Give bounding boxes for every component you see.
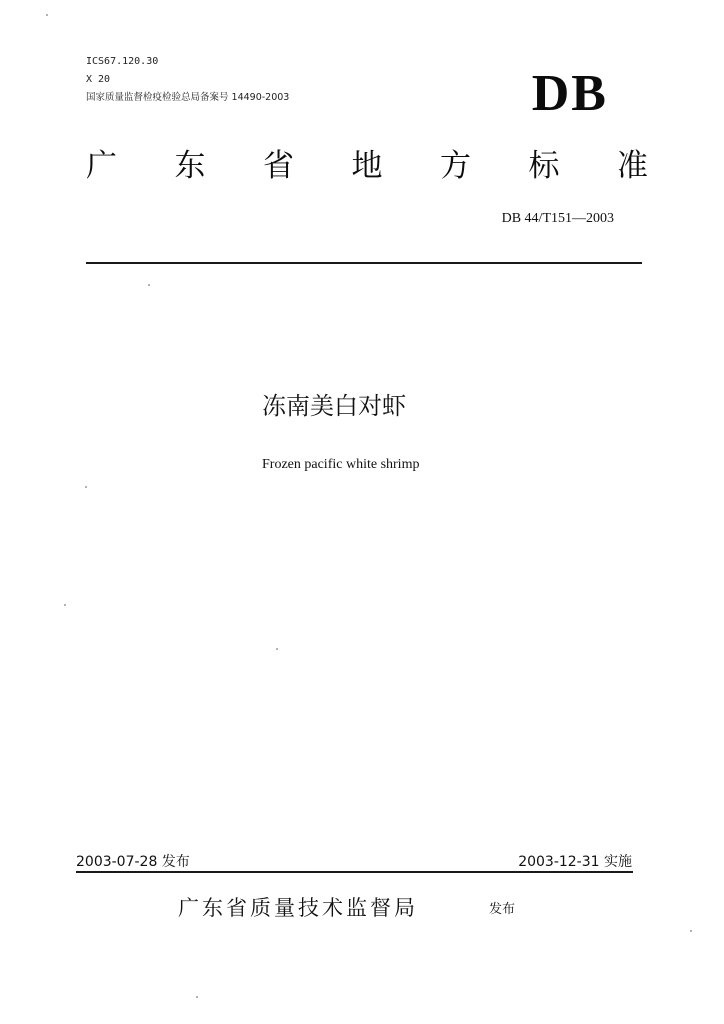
standard-title-char: 广: [86, 148, 117, 184]
standard-title-char: 准: [617, 148, 648, 184]
standard-title-char: 标: [528, 148, 560, 184]
issuing-suffix: 发布: [489, 902, 516, 917]
top-divider: [86, 262, 642, 264]
scan-speck: [690, 930, 692, 932]
classification-code: X 20: [86, 74, 111, 85]
standard-title: [86, 145, 648, 187]
scan-speck: [148, 284, 150, 286]
scan-speck: [64, 604, 66, 606]
standard-title-char: 地: [351, 148, 383, 184]
standard-title-char: 东: [174, 148, 206, 184]
standard-title-char: 省: [263, 148, 294, 184]
implement-date: 2003-12-31 实施: [518, 854, 632, 870]
ics-code: ICS67.120.30: [86, 56, 159, 67]
document-title-cn: 冻南美白对虾: [262, 392, 406, 420]
publish-date: 2003-07-28 发布: [76, 854, 190, 870]
standard-number: DB 44/T151—2003: [501, 211, 614, 226]
registration-number: 国家质量监督检疫检验总局备案号 14490-2003: [86, 92, 290, 103]
scan-speck: [196, 996, 198, 998]
scan-speck: [46, 14, 48, 16]
bottom-divider: [76, 871, 633, 873]
db-logo: DB: [531, 65, 608, 122]
scan-speck: [85, 486, 87, 488]
scan-speck: [276, 648, 278, 650]
issuing-authority: 广东省质量技术监督局: [178, 896, 418, 920]
standard-title-char: 方: [440, 148, 471, 184]
document-title-en: Frozen pacific white shrimp: [262, 457, 420, 472]
